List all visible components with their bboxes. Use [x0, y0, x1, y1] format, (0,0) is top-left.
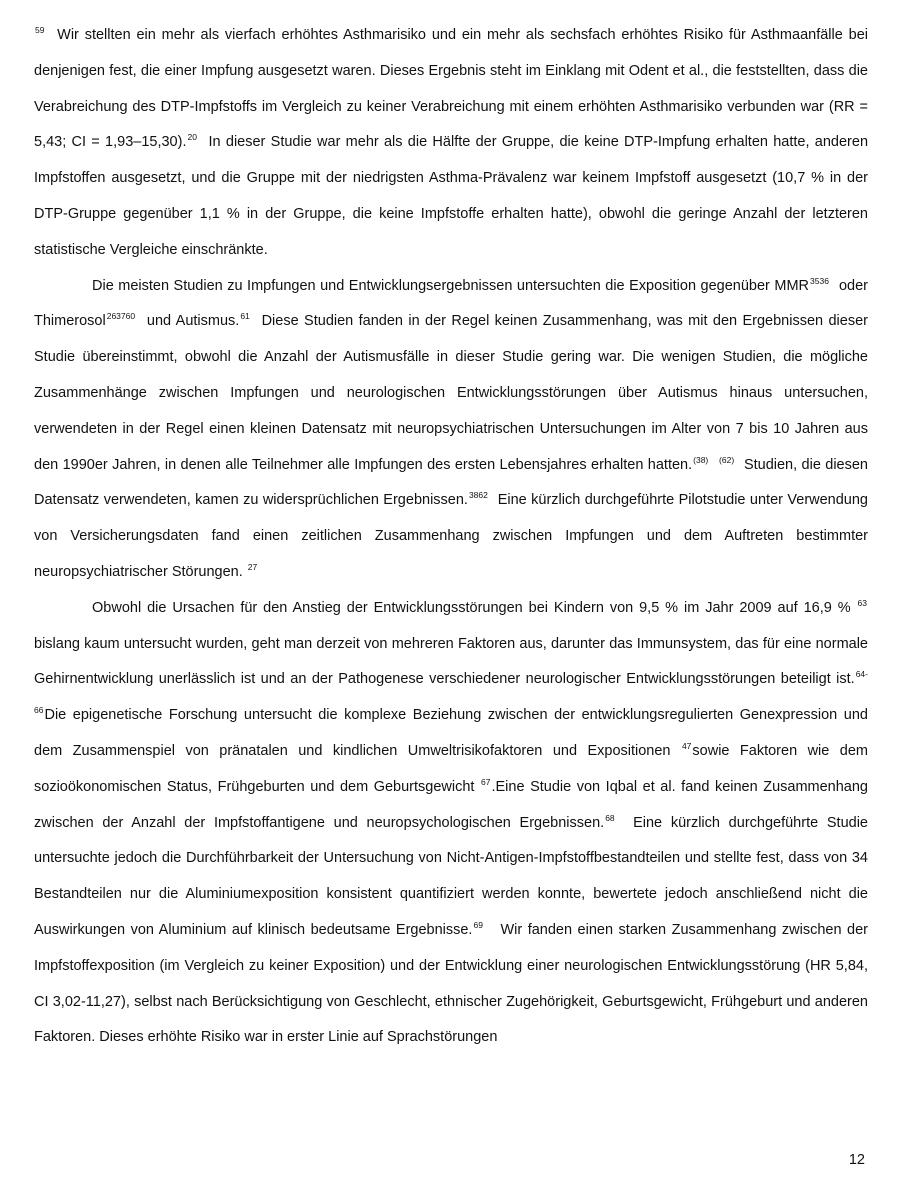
text-segment: [709, 457, 718, 473]
citation-superscript: 63: [857, 597, 867, 608]
text-segment: .Eine Studie von Iqbal et al. fand keinen Zusammenhang zwischen der Anzahl der Impfstoffantigene und neuropsychologischen Ergebnissen.: [34, 778, 873, 831]
text-segment: Obwohl die Ursachen für den Anstieg der Entwicklungsstörungen bei Kindern von 9,5 % im Jahr 2009 auf 16,9 %: [92, 599, 857, 616]
citation-superscript: 67: [481, 776, 491, 787]
citation-superscript: 64-66: [34, 669, 868, 716]
text-segment: In dieser Studie war mehr als die Hälfte der Gruppe, die keine DTP-Impfung erhalten hatte, anderen Impfstoffen ausgesetzt, und die Gruppe mit der niedrigsten Asthma-Prävalenz war keinem Impfstoff ausgesetzt (10,7 % in der DTP-Gruppe gegenüber 1,1 % in der Gruppe, die keine Impfstoffe erhalten hatte), obwohl die geringe Anzahl der letzteren statistische Vergleiche einschränkte.: [34, 134, 873, 258]
citation-superscript: 20: [187, 132, 197, 143]
citation-superscript: 68: [605, 812, 615, 823]
page-number: 12: [848, 1152, 865, 1168]
text-segment: bislang kaum untersucht wurden, geht man derzeit von mehreren Faktoren aus, darunter das Immunsystem, das für eine normale Gehirnentwicklung unerlässlich ist und an der Pathogenese verschiedener neurologischer Entwicklungsstörungen beteiligt ist.: [34, 599, 877, 688]
text-segment: Diese Studien fanden in der Regel keinen Zusammenhang, was mit den Ergebnissen dieser Studie übereinstimmt, obwohl die Anzahl der Autismusfälle in dieser Studie gering war. Die wenigen Studien, die mögliche Zusammenhänge zwischen Impfungen und neurologischen Entwicklungsstörungen über Autismus hinaus untersuchen, verwendeten in der Regel einen kleinen Datensatz mit neuropsychiatrischen Untersuchungen im Alter von 7 bis 10 Jahren aus den 1990er Jahren, in denen alle Teilnehmer alle Impfungen des ersten Lebensjahres erhalten hatten.: [34, 313, 873, 473]
text-segment: Eine kürzlich durchgeführte Studie untersuchte jedoch die Durchführbarkeit der Untersuchung von Nicht-Antigen-Impfstoffbestandteilen und stellte fest, dass von 34 Bestandteilen nur die Aluminiumexposition konsistent quantifiziert werden konnte, bewertete jedoch anschließend nicht die Auswirkungen von Aluminium auf klinisch bedeutsame Ergebnisse.: [34, 814, 873, 938]
paragraph-p3: [34, 591, 877, 1056]
text-segment: Die epigenetische Forschung untersucht die komplexe Beziehung zwischen der entwicklungsregulierten Genexpression und dem Zusammenspiel von pränatalen und kindlichen Umweltrisikofaktoren und Expositionen: [34, 707, 873, 759]
citation-superscript: 3536: [810, 275, 829, 286]
citation-superscript: (38): [693, 454, 709, 465]
citation-superscript: 263760: [106, 311, 136, 322]
text-segment: Wir fanden einen starken Zusammenhang zwischen der Impfstoffexposition (im Vergleich zu keiner Exposition) und der Entwicklung einer neurologischen Entwicklungsstörung (HR 5,84, CI 3,02-11,27), selbst nach Berücksichtigung von Geschlecht, ethnischer Zugehörigkeit, Geburtsgewicht, Frühgeburt und anderen Faktoren. Dieses erhöhte Risiko war in erster Linie auf Sprachstörungen: [34, 921, 873, 1046]
text-segment: sowie Faktoren wie dem sozioökonomischen Status, Frühgeburten und dem Geburtsgewicht: [34, 742, 873, 795]
body-text: [34, 18, 877, 1056]
paragraph-p1: [34, 18, 873, 269]
citation-superscript: 69: [473, 919, 483, 930]
citation-superscript: (62): [719, 454, 735, 465]
text-segment: und Autismus.: [136, 313, 240, 330]
citation-superscript: 3862: [468, 490, 488, 501]
citation-superscript: 61: [240, 311, 250, 322]
text-segment: Studien, die diesen Datensatz verwendeten, kamen zu widersprüchlichen Ergebnissen.: [34, 456, 873, 509]
text-segment: Die meisten Studien zu Impfungen und Entwicklungsergebnissen untersuchten die Exposition gegenüber MMR: [92, 277, 810, 294]
text-segment: oder Thimerosol: [34, 277, 872, 330]
paragraph-p2: [34, 269, 873, 591]
citation-superscript: 47: [681, 740, 692, 751]
text-segment: Eine kürzlich durchgeführte Pilotstudie unter Verwendung von Versicherungsdaten fand einen zeitlichen Zusammenhang zwischen Impfungen und dem Auftreten bestimmter neuropsychiatrischer Störungen.: [34, 492, 873, 580]
text-segment: Wir stellten ein mehr als vierfach erhöhtes Asthmarisiko und ein mehr als sechsfach erhöhtes Risiko für Asthmaanfälle bei denjenigen fest, die einer Impfung ausgesetzt waren. Dieses Ergebnis steht im Einklang mit Odent et al., die feststellten, dass die Verabreichung des DTP-Impfstoffs im Vergleich zu keiner Verabreichung mit einem erhöhten Asthmarisiko verbunden war (RR = 5,43; CI = 1,93–15,30).: [34, 27, 873, 151]
citation-superscript: 27: [247, 561, 258, 572]
citation-superscript: 59: [35, 25, 45, 35]
